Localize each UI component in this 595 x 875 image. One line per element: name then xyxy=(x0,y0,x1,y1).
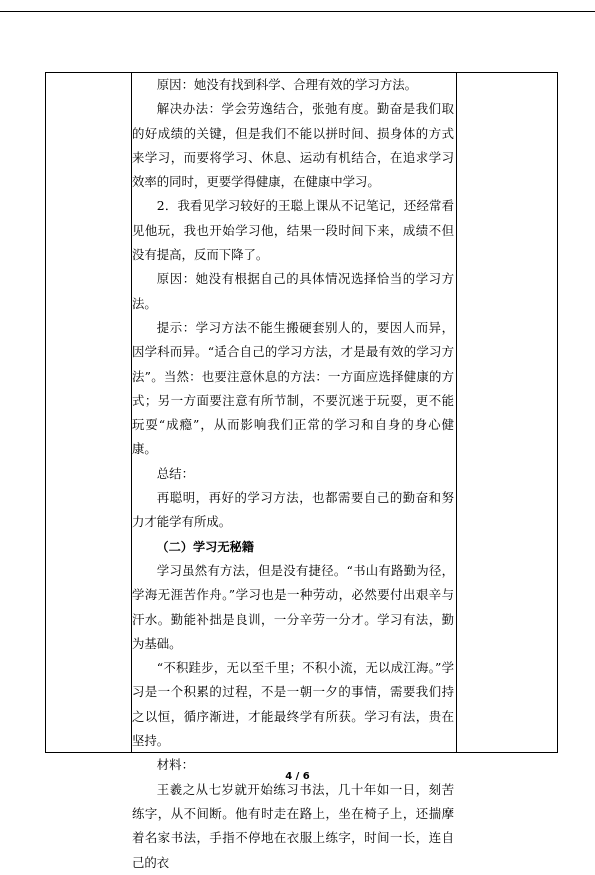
paragraph-accumulation: “不积跬步，无以至千里；不积小流，无以成江海。”学习是一个积累的过程，不是一朝一夕的事情，需要我们持之以恒，循序渐进，才能最终学有所获。学习有法，贵在坚持。 xyxy=(132,660,454,749)
paragraph-no-shortcut: 学习虽然有方法，但是没有捷径。“书山有路勤为径，学海无涯苦作舟。”学习也是一种劳动，必然要付出艰辛与汗水。勤能补拙是良训，一分辛劳一分才。学习有法，勤为基础。 xyxy=(132,562,454,651)
paragraph-case-2: 2．我看见学习较好的王聪上课从不记笔记，还经常看见他玩，我也开始学习他，结果一段时间下来，成绩不但没有提高，反而下降了。 xyxy=(132,198,454,263)
paragraph-wang-xizhi: 王羲之从七岁就开始练习书法，几十年如一日，刻苦练字，从不间断。他有时走在路上，坐在椅子上，还揣摩着名家书法，手指不停地在衣服上练字，时间一长，连自己的衣 xyxy=(132,781,454,870)
paragraph-reason-2: 原因：她没有根据自己的具体情况选择恰当的学习方法。 xyxy=(132,271,454,311)
section-heading: （二）学习无秘籍 xyxy=(156,539,254,554)
column-divider-right xyxy=(456,73,457,752)
header-rule xyxy=(0,11,595,12)
paragraph-reason-1: 原因：她没有找到科学、合理有效的学习方法。 xyxy=(156,77,417,92)
paragraph-tip: 提示：学习方法不能生搬硬套别人的，要因人而异，因学科而异。“适合自己的学习方法，才是最有效的学习方法”。当然：也要注意休息的方法：一方面应选择健康的方式；另一方面要注意有所节制，不要沉迷于玩耍，更不能玩耍“成瘾”，从而影响我们正常的学习和自身的身心健康。 xyxy=(132,319,454,457)
paragraph-summary: 再聪明，再好的学习方法，也都需要自己的勤奋和努力才能学有所成。 xyxy=(132,490,454,530)
paragraph-solution: 解决办法：学会劳逸结合，张弛有度。勤奋是我们取的好成绩的关键，但是我们不能以拼时间、损身体的方式来学习，而要将学习、休息、运动有机结合，在追求学习效率的同时，更要学得健康，在健康中学习。 xyxy=(132,101,454,190)
paragraph-summary-label: 总结： xyxy=(156,465,194,481)
paragraph-material-label: 材料： xyxy=(156,757,194,773)
page-number: 4 / 6 xyxy=(285,771,310,782)
